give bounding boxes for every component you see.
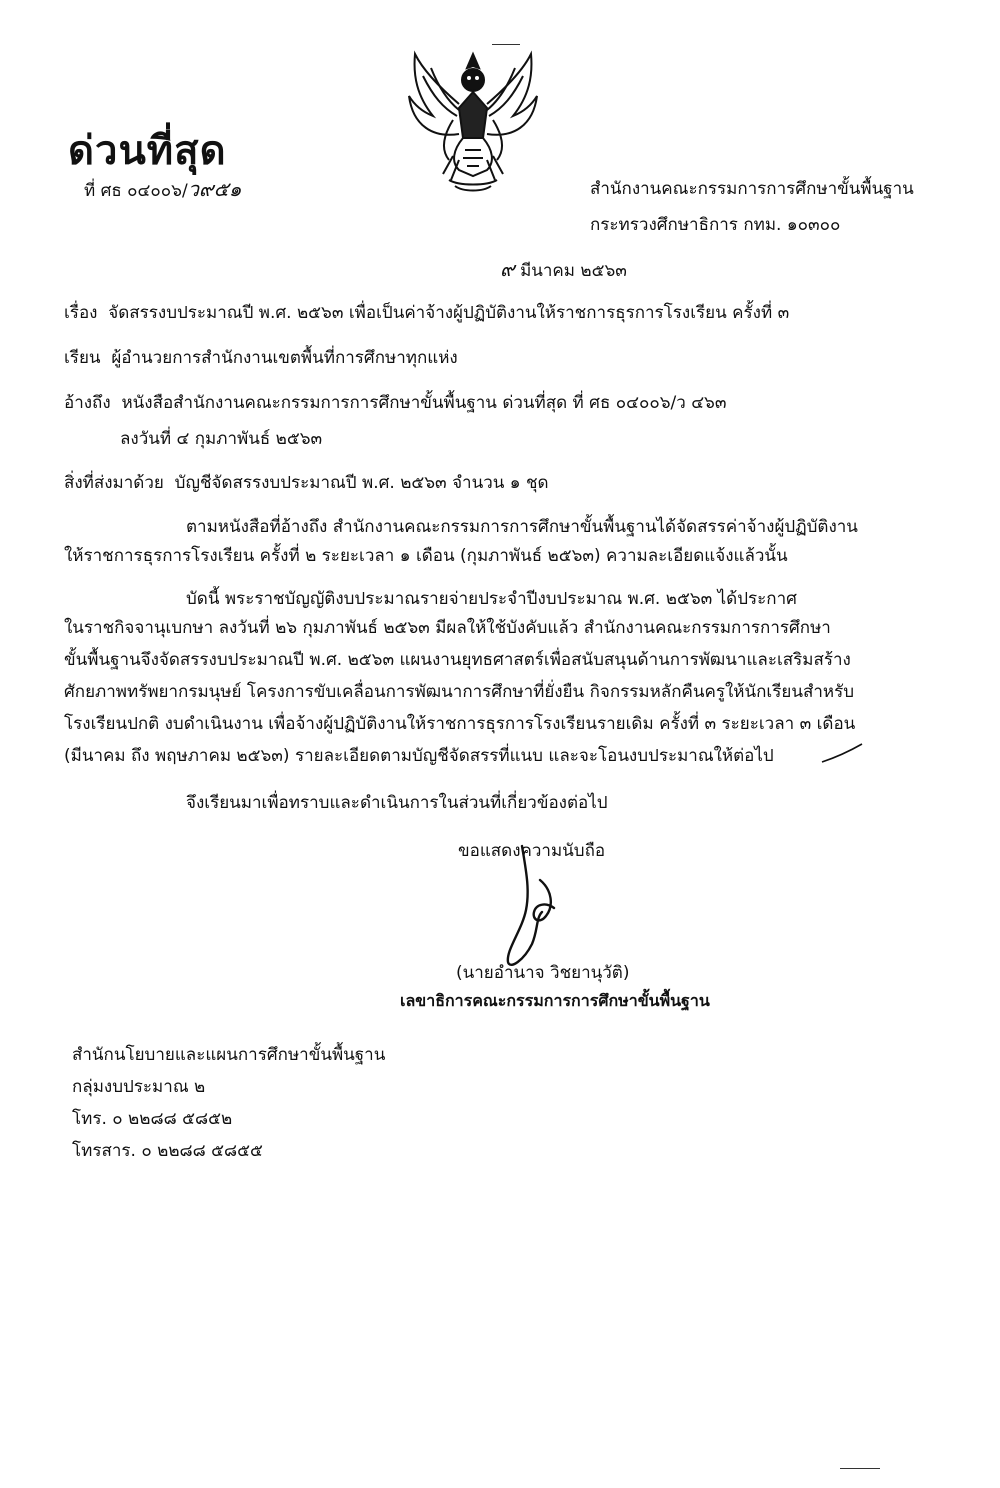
reference-label: อ้างถึง (64, 393, 111, 413)
reference-text-1: หนังสือสำนักงานคณะกรรมการการศึกษาขั้นพื้นฐาน ด่วนที่สุด ที่ ศธ ๐๔๐๐๖/ว ๔๖๓ (121, 393, 727, 413)
agency-name: สำนักงานคณะกรรมการการศึกษาขั้นพื้นฐาน (590, 179, 914, 199)
closing-regards: ขอแสดงความนับถือ (458, 841, 606, 861)
reference-text-2: ลงวันที่ ๔ กุมภาพันธ์ ๒๕๖๓ (120, 429, 323, 449)
paragraph-2-line-6: (มีนาคม ถึง พฤษภาคม ๒๕๖๓) รายละเอียดตามบัญชีจัดสรรที่แนบ และจะโอนงบประมาณให้ต่อไป (64, 746, 774, 766)
paragraph-2-line-1: บัดนี้ พระราชบัญญัติงบประมาณรายจ่ายประจำปีงบประมาณ พ.ศ. ๒๕๖๓ ได้ประกาศ (186, 589, 797, 609)
reference-line (64, 392, 726, 414)
signatory-position: เลขาธิการคณะกรรมการการศึกษาขั้นพื้นฐาน (400, 991, 710, 1010)
paragraph-2-line-3: ขั้นพื้นฐานจึงจัดสรรงบประมาณปี พ.ศ. ๒๕๖๓ แผนงานยุทธศาสตร์เพื่อสนับสนุนด้านการพัฒนาและเสริมสร้าง (64, 650, 851, 670)
agency-address: กระทรวงศึกษาธิการ กทม. ๑๐๓๐๐ (590, 215, 841, 235)
garuda-emblem-icon (393, 46, 553, 194)
enclosure-label: สิ่งที่ส่งมาด้วย (64, 473, 164, 493)
enclosure-text: บัญชีจัดสรรงบประมาณปี พ.ศ. ๒๕๖๓ จำนวน ๑ ชุด (174, 473, 549, 493)
paragraph-2-line-4: ศักยภาพทรัพยากรมนุษย์ โครงการขับเคลื่อนการพัฒนาการศึกษาที่ยั่งยืน กิจกรรมหลักคืนครูให้นักเรียนสำหรับ (64, 682, 855, 702)
date-month-year: มีนาคม ๒๕๖๓ (520, 261, 627, 281)
recipient-line (64, 347, 458, 369)
enclosure-line (64, 472, 549, 494)
recipient-text: ผู้อำนวยการสำนักงานเขตพื้นที่การศึกษาทุกแห่ง (111, 348, 458, 368)
footer-group: กลุ่มงบประมาณ ๒ (72, 1077, 206, 1097)
subject-label: เรื่อง (64, 303, 98, 323)
document-number-handwritten: ว๙๕๑ (187, 177, 242, 201)
paragraph-1-line-2: ให้ราชการธุรการโรงเรียน ครั้งที่ ๒ ระยะเวลา ๑ เดือน (กุมภาพันธ์ ๒๕๖๓) ความละเอียดแจ้งแล้วนั้น (64, 546, 788, 566)
recipient-label: เรียน (64, 348, 101, 368)
scan-mark-top (492, 44, 520, 45)
closing-sentence: จึงเรียนมาเพื่อทราบและดำเนินการในส่วนที่เกี่ยวข้องต่อไป (186, 793, 608, 813)
footer-office: สำนักนโยบายและแผนการศึกษาขั้นพื้นฐาน (72, 1045, 386, 1065)
paragraph-1-line-1: ตามหนังสือที่อ้างถึง สำนักงานคณะกรรมการการศึกษาขั้นพื้นฐานได้จัดสรรค่าจ้างผู้ปฏิบัติงาน (186, 517, 858, 537)
urgency-heading: ด่วนที่สุด (68, 128, 227, 174)
paragraph-2-line-2: ในราชกิจจานุเบกษา ลงวันที่ ๒๖ กุมภาพันธ์ ๒๕๖๓ มีผลให้ใช้บังคับแล้ว สำนักงานคณะกรรมการการศึกษา (64, 618, 831, 638)
subject-line (64, 302, 789, 324)
scan-mark-bottom (840, 1468, 880, 1469)
document-date (500, 258, 627, 282)
signatory-name: (นายอำนาจ วิชยานุวัติ) (456, 963, 630, 983)
footer-phone: โทร. ๐ ๒๒๘๘ ๕๘๕๒ (72, 1109, 233, 1129)
date-day-handwritten: ๙ (500, 257, 515, 281)
paragraph-2-line-5: โรงเรียนปกติ งบดำเนินงาน เพื่อจ้างผู้ปฏิบัติงานให้ราชการธุรการโรงเรียนรายเดิม ครั้งที่ ๓ ระยะเวลา ๓ เดือน (64, 714, 856, 734)
subject-text: จัดสรรงบประมาณปี พ.ศ. ๒๕๖๓ เพื่อเป็นค่าจ้างผู้ปฏิบัติงานให้ราชการธุรการโรงเรียน ครั้งที่ ๓ (108, 303, 790, 323)
footer-fax: โทรสาร. ๐ ๒๒๘๘ ๕๘๕๕ (72, 1141, 263, 1161)
handwritten-correction-mark (820, 740, 864, 766)
handwritten-signature (492, 840, 572, 970)
document-number-prefix: ที่ ศธ ๐๔๐๐๖/ (84, 181, 188, 201)
document-number (84, 178, 241, 202)
